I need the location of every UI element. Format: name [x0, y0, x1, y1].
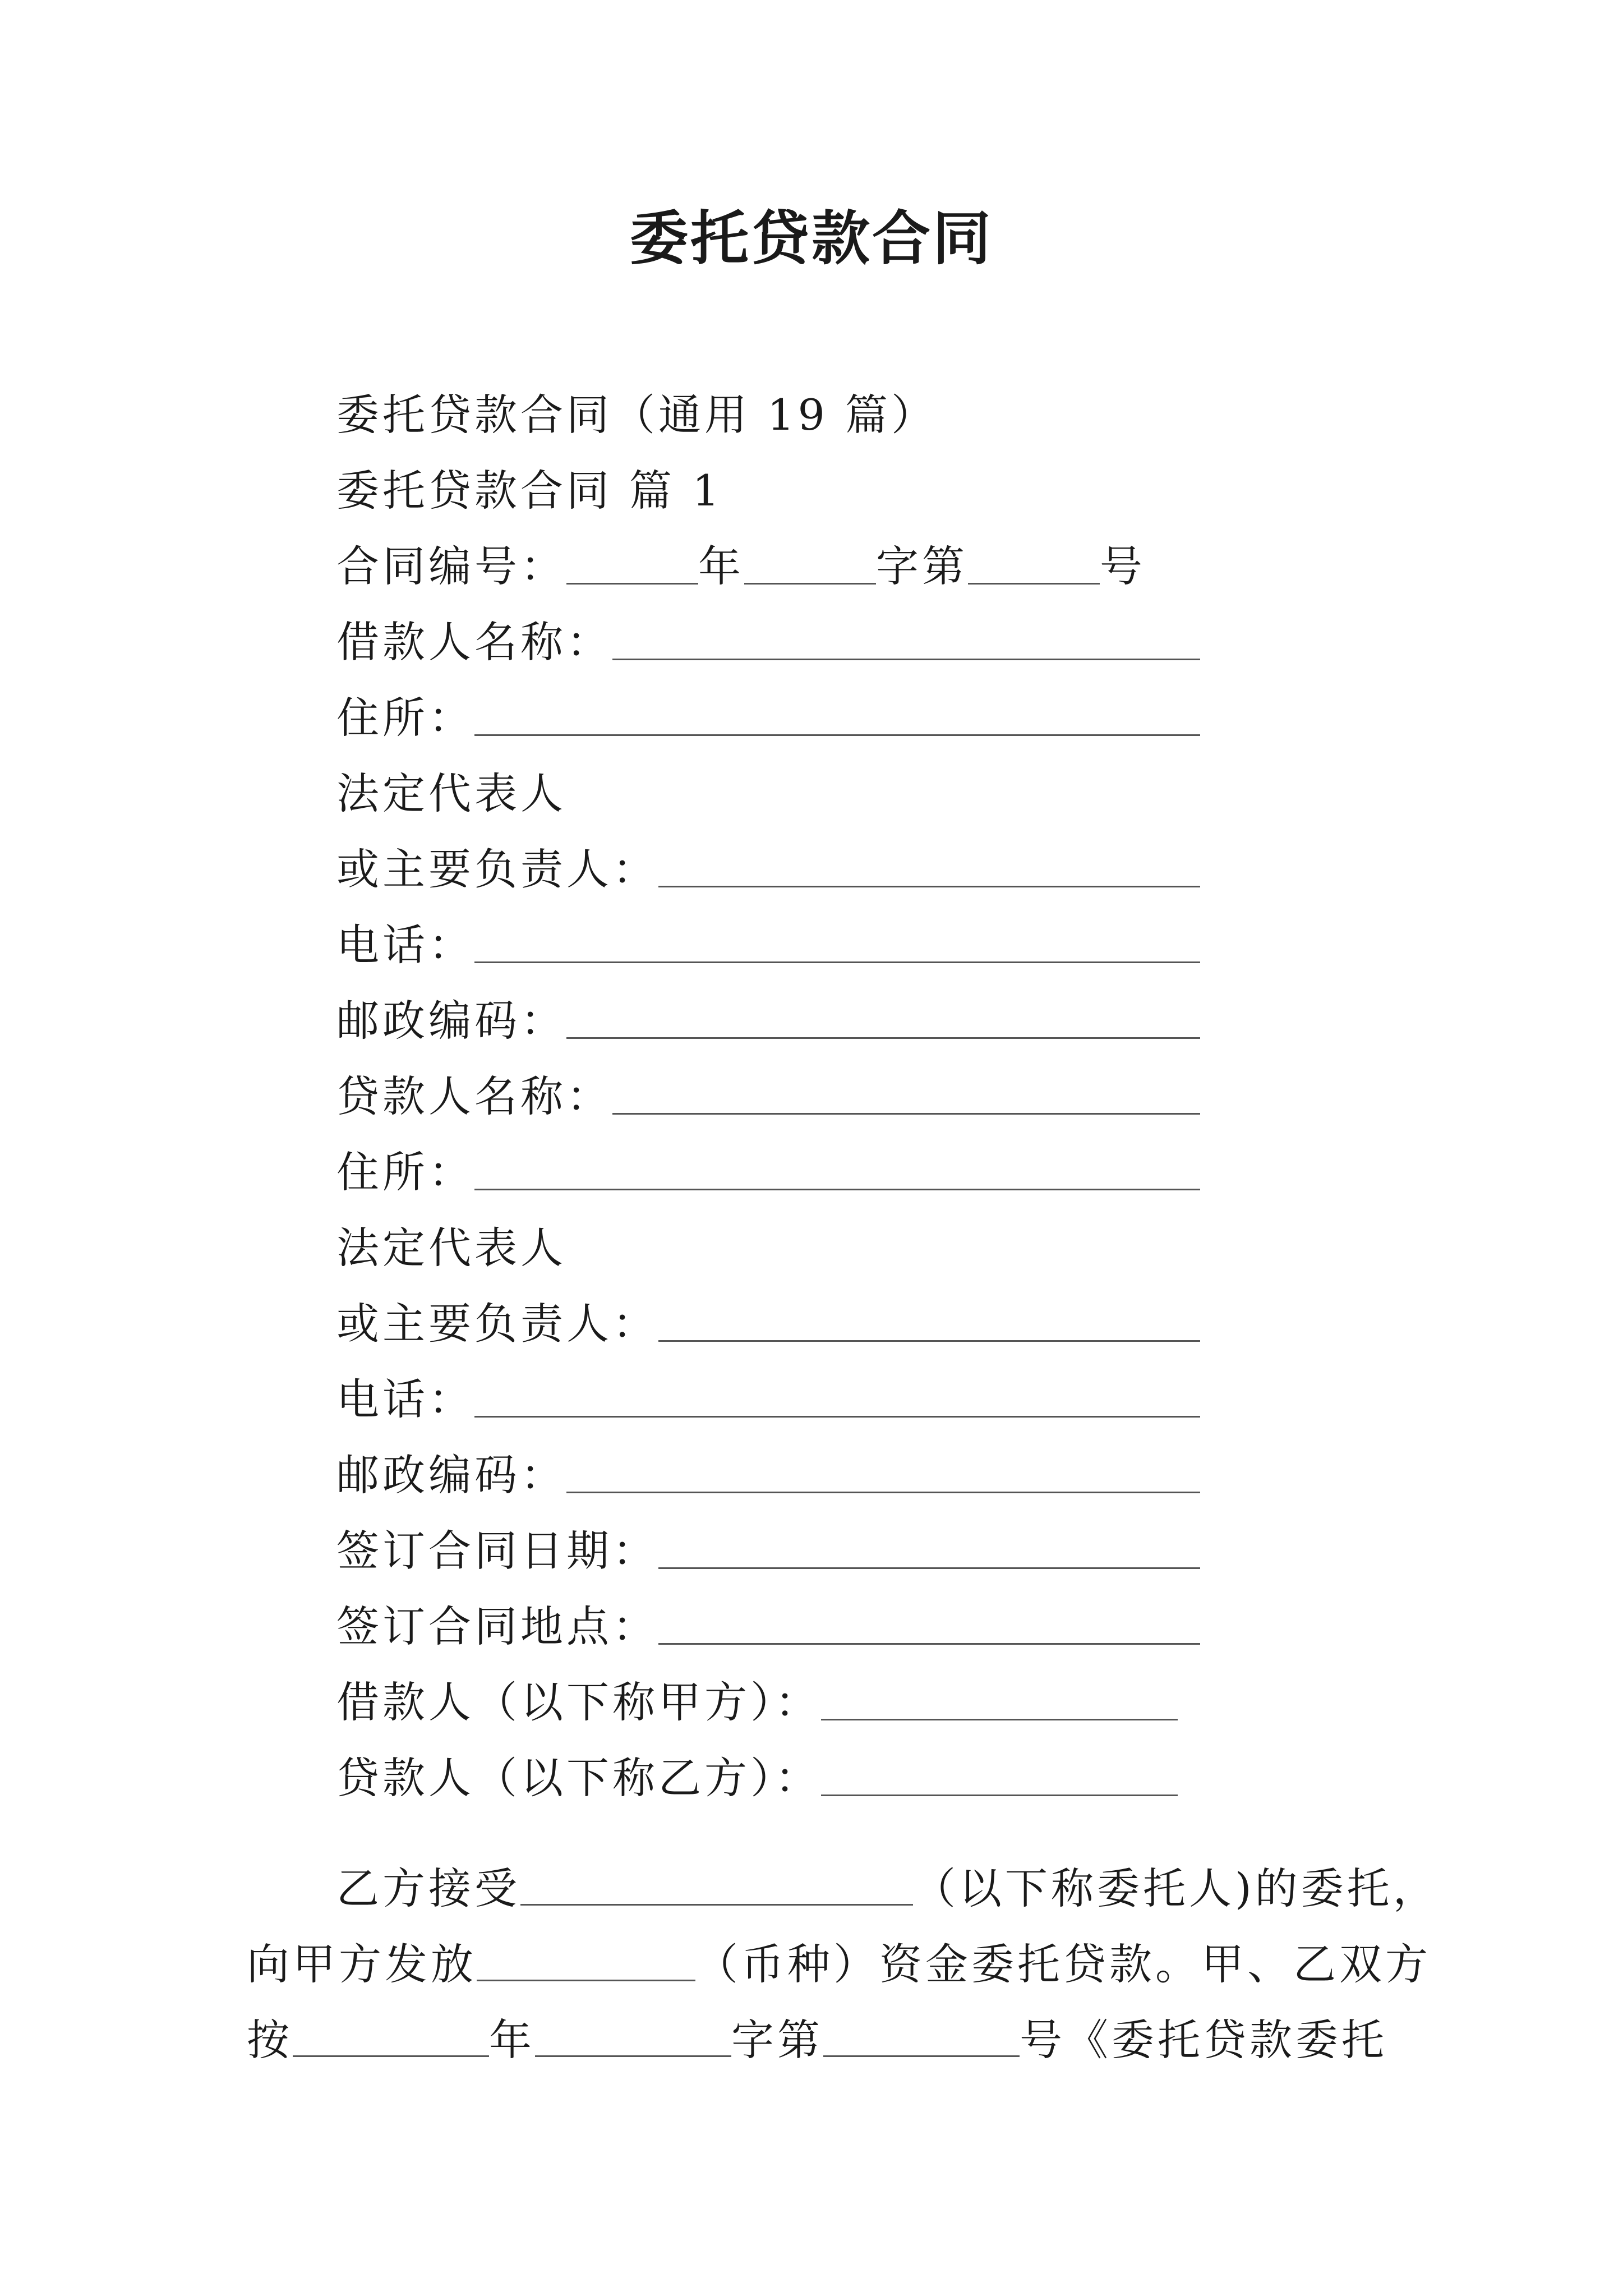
field-row [336, 1063, 1200, 1125]
para3-year-blank[interactable] [293, 2022, 489, 2057]
section-text: 委托贷款合同 篇 1 [336, 466, 723, 516]
field-label: 邮政编码： [336, 1450, 566, 1500]
field-blank[interactable] [474, 701, 1200, 736]
field-label: 邮政编码： [336, 996, 566, 1046]
para2-text-a: 向甲方发放 [247, 1939, 477, 1989]
para3-char-blank[interactable] [535, 2022, 731, 2057]
para3-text-a: 按 [247, 2015, 293, 2065]
field-row [336, 1290, 1200, 1352]
para3-text-d: 号《委托贷款委托 [1020, 2015, 1387, 2065]
field-blank[interactable] [474, 1155, 1200, 1190]
field-blank[interactable] [821, 1685, 1178, 1720]
field-label: 住所： [336, 693, 474, 743]
para3-text-c: 字第 [731, 2015, 823, 2065]
field-label: 贷款人（以下称乙方）： [336, 1753, 821, 1803]
field-label: 电话： [336, 1374, 474, 1424]
contract-year-blank[interactable] [566, 549, 698, 585]
field-row [336, 912, 1200, 973]
field-row [336, 1593, 1200, 1655]
field-row [336, 836, 1200, 898]
field-blank[interactable] [566, 1458, 1200, 1493]
field-row [336, 987, 1200, 1049]
field-blank[interactable] [612, 1079, 1200, 1115]
field-blank[interactable] [612, 625, 1200, 660]
contract-num-blank[interactable] [968, 549, 1100, 585]
field-row [336, 1366, 1200, 1428]
field-label: 或主要负责人： [336, 1299, 658, 1349]
field-label: 法定代表人 [336, 1223, 566, 1273]
para2-text-b: （币种）资金委托贷款。甲、乙双方 [695, 1939, 1431, 1989]
field-label: 住所： [336, 1147, 474, 1197]
contract-number-label: 合同编号： [336, 541, 566, 591]
section-heading [336, 457, 723, 519]
paragraph-line-1 [336, 1854, 1469, 1916]
document-title: 委托贷款合同 [629, 204, 993, 273]
field-blank[interactable] [821, 1761, 1178, 1796]
contract-year-label: 年 [698, 541, 744, 591]
field-row [336, 1442, 1200, 1503]
field-blank[interactable] [474, 928, 1200, 963]
field-label: 电话： [336, 920, 474, 970]
field-row [336, 684, 1200, 746]
para3-text-b: 年 [489, 2015, 535, 2065]
contract-number-row [336, 533, 1146, 595]
field-row [336, 1214, 566, 1276]
field-row [336, 1669, 1178, 1731]
field-blank[interactable] [658, 852, 1200, 887]
field-label: 签订合同地点： [336, 1602, 658, 1651]
field-label: 借款人名称： [336, 617, 612, 667]
field-label: 贷款人名称： [336, 1071, 612, 1121]
paragraph-line-2 [247, 1930, 1431, 1991]
document-subtitle [336, 381, 937, 443]
para1-text-b: （以下称委托人)的委托， [913, 1864, 1439, 1913]
field-label: 或主要负责人： [336, 844, 658, 894]
field-blank[interactable] [474, 1382, 1200, 1418]
paragraph-line-3 [247, 2005, 1387, 2067]
contract-char-blank[interactable] [744, 549, 876, 585]
field-blank[interactable] [658, 1609, 1200, 1645]
field-label: 法定代表人 [336, 769, 566, 818]
field-label: 签订合同日期： [336, 1526, 658, 1576]
field-blank[interactable] [658, 1306, 1200, 1342]
field-row [336, 1745, 1178, 1806]
para3-num-blank[interactable] [823, 2022, 1020, 2057]
contract-num-label: 号 [1100, 541, 1146, 591]
field-blank[interactable] [566, 1004, 1200, 1039]
subtitle-text: 委托贷款合同（通用 19 篇） [336, 390, 938, 440]
field-row [336, 760, 566, 822]
contract-char-label: 字第 [876, 541, 968, 591]
currency-blank[interactable] [477, 1946, 695, 1981]
field-row [336, 1517, 1200, 1579]
field-row [336, 609, 1200, 670]
trustor-blank[interactable] [520, 1870, 913, 1906]
field-label: 借款人（以下称甲方）： [336, 1677, 821, 1727]
field-blank[interactable] [658, 1534, 1200, 1569]
para1-text-a: 乙方接受 [336, 1864, 520, 1913]
field-row [336, 1139, 1200, 1200]
